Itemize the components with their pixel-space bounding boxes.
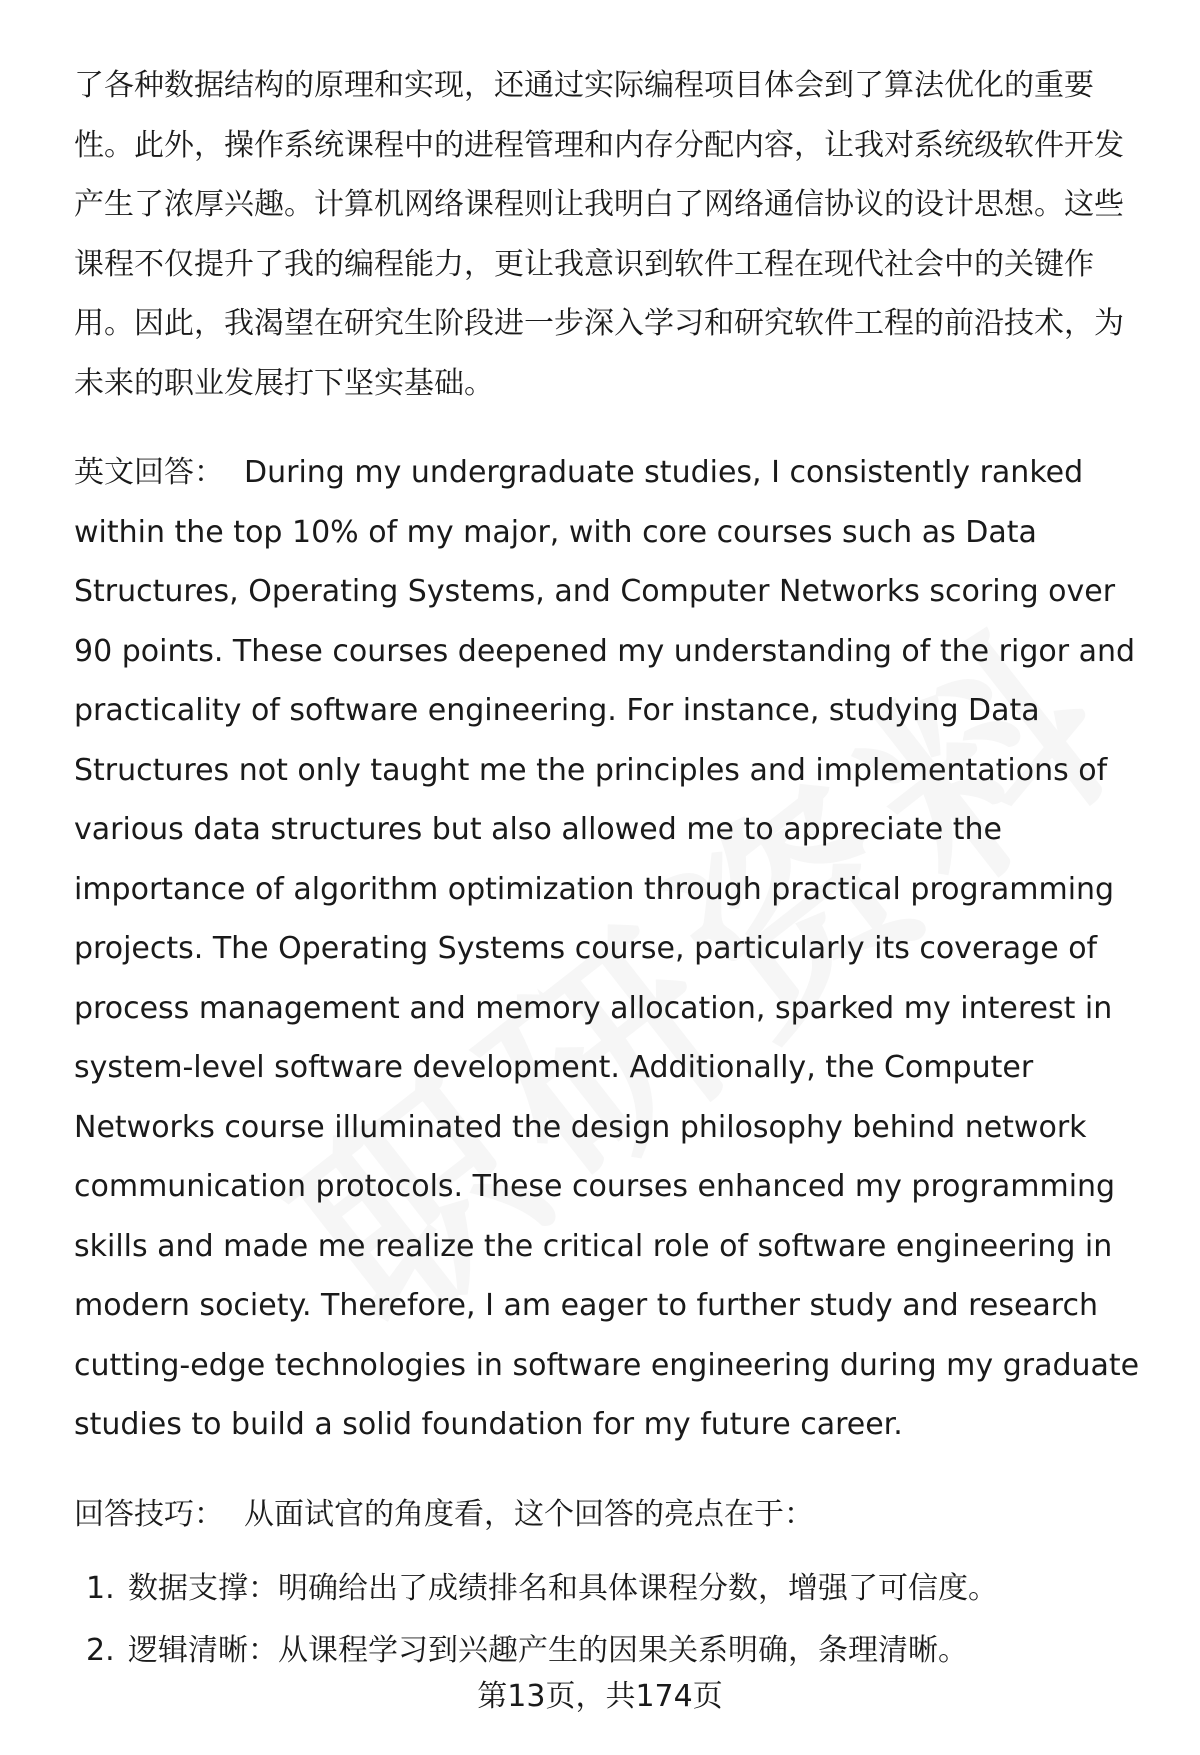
tips-label: 回答技巧： (74, 1496, 224, 1532)
tips-intro-text: 从面试官的角度看，这个回答的亮点在于： (244, 1496, 814, 1532)
page-footer: 第13页，共174页 (477, 1679, 723, 1714)
list-item (74, 1558, 1152, 1620)
en-answer-text: During my undergraduate studies, I consistently ranked within the top 10% of my major, with core courses such as Data Structures, Operating Systems, and Computer Networks scoring over 90 points. These courses deepened my understanding of the rigor and practicality of software engineering. For instance, studying Data Structures not only taught me the principles and implementations of various data structures but also allowed me to appreciate the importance of algorithm optimization through practical programming projects. The Operating Systems course, particularly its coverage of process management and memory allocation, sparked my interest in system-level software development. Additionally, the Computer Networks course illuminated the design philosophy behind network communication protocols. These courses enhanced my programming skills and made me realize the critical role of software engineering in modern society. Therefore, I am eager to further study and research cutting-edge technologies in software engineering during my graduate studies to build a solid foundation for my future career. (74, 455, 1140, 1442)
en-answer-paragraph (74, 443, 1152, 1455)
paragraph-gap (74, 1544, 1152, 1558)
list-item-number: 2. (86, 1633, 115, 1668)
list-item (74, 1620, 1152, 1682)
list-item-text: 数据支撑：明确给出了成绩排名和具体课程分数，增强了可信度。 (128, 1571, 998, 1606)
cn-answer-paragraph: 了各种数据结构的原理和实现，还通过实际编程项目体会到了算法优化的重要性。此外，操作系统课程中的进程管理和内存分配内容，让我对系统级软件开发产生了浓厚兴趣。计算机网络课程则让我明白了网络通信协议的设计思想。这些课程不仅提升了我的编程能力，更让我意识到软件工程在现代社会中的关键作用。因此，我渴望在研究生阶段进一步深入学习和研究软件工程的前沿技术，为未来的职业发展打下坚实基础。 (74, 68, 1124, 401)
tips-intro-paragraph (74, 1485, 1152, 1545)
document-page (74, 56, 1152, 1682)
list-item-text: 逻辑清晰：从课程学习到兴趣产生的因果关系明确，条理清晰。 (128, 1633, 968, 1668)
paragraph-gap (74, 1455, 1152, 1485)
list-item-number: 1. (86, 1571, 115, 1606)
en-answer-label: 英文回答： (74, 455, 224, 490)
paragraph-gap (74, 413, 1152, 443)
tips-list (74, 1558, 1152, 1682)
